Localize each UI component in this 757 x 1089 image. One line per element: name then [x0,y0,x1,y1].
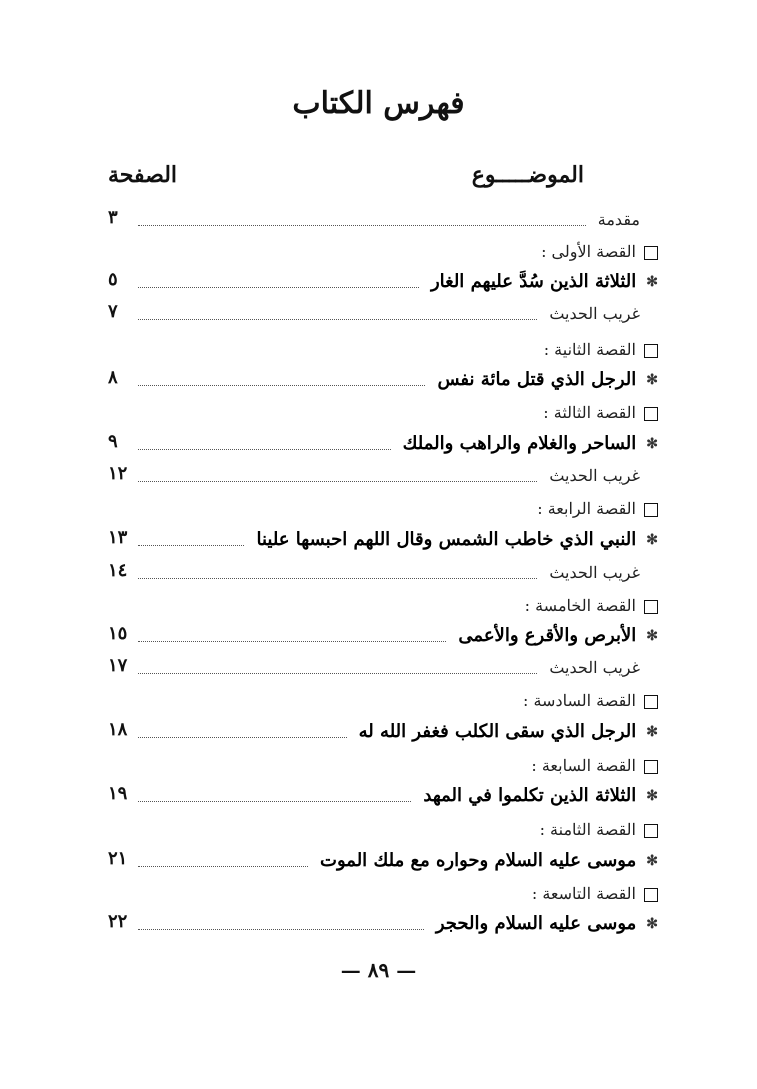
asterisk-icon: ✻ [646,372,658,388]
checkbox-square-icon [644,344,658,358]
dot-leader [138,385,425,386]
toc-entry-text: مقدمة [597,210,640,229]
toc-entry-label [320,845,658,877]
toc-entry-text: موسى عليه السلام وحواره مع ملك الموت [320,850,637,871]
toc-page-number: ١٤ [108,560,128,581]
toc-page-number: ٣ [108,207,118,228]
dot-leader [138,929,424,930]
toc-page-number: ٥ [108,269,118,290]
checkbox-square-icon [644,695,658,709]
toc-entry[interactable] [108,298,658,332]
toc-entry-label [549,652,640,684]
toc-entry-label [531,750,658,782]
toc-entry-text: القصة الثانية : [543,340,636,359]
toc-page-number: ١٩ [108,783,128,804]
toc-entry-text: القصة الخامسة : [524,596,636,615]
toc-entry-label [423,780,658,812]
dot-leader [138,319,537,320]
toc-entry-label [549,460,640,492]
checkbox-square-icon [644,600,658,614]
toc-page-number: ١٨ [108,719,128,740]
toc-entry[interactable] [108,266,658,300]
page-column-header: الصفحة [108,162,178,188]
toc-entry-label [549,298,640,330]
toc-entry[interactable] [108,845,658,879]
toc-entry-label [543,397,658,429]
toc-section-heading [108,814,658,848]
checkbox-square-icon [644,824,658,838]
toc-entry-label [540,814,658,846]
toc-entry-label [544,334,658,366]
dot-leader [138,449,391,450]
asterisk-icon: ✻ [646,436,658,452]
asterisk-icon: ✻ [646,274,658,290]
toc-page-number: ٧ [108,301,118,322]
dot-leader [138,801,411,802]
toc-entry-text: القصة السابعة : [531,756,636,775]
dot-leader [138,673,537,674]
toc-page-number: ١٢ [108,463,128,484]
toc-section-heading [108,685,658,719]
toc-entry-text: القصة الرابعة : [537,499,636,518]
toc-entry-label [256,524,658,556]
toc-entry[interactable] [108,908,658,942]
toc-entry-label [458,620,658,652]
toc-entry-label [436,908,658,940]
toc-entry[interactable] [108,428,658,462]
toc-entry-text: الساحر والغلام والراهب والملك [402,433,637,454]
toc-entry[interactable] [108,652,658,686]
toc-entry-label [431,266,658,298]
toc-entry-label [437,364,658,396]
toc-page-number: ١٧ [108,655,128,676]
toc-entry-text: القصة الثامنة : [539,820,636,839]
toc-entry-label [598,204,640,236]
toc-page-number: ٢١ [108,848,128,869]
toc-entry-text: القصة التاسعة : [531,884,636,903]
checkbox-square-icon [644,407,658,421]
checkbox-square-icon [644,760,658,774]
asterisk-icon: ✻ [646,532,658,548]
checkbox-square-icon [644,246,658,260]
toc-entry-label [541,236,658,268]
toc-page-number: ٢٢ [108,911,128,932]
toc-section-heading [108,236,658,270]
toc-entry-text: القصة السادسة : [522,691,636,710]
dot-leader [138,287,419,288]
toc-section-heading [108,750,658,784]
toc-section-heading [108,397,658,431]
toc-entry-label [403,428,658,460]
toc-entry-text: النبي الذي خاطب الشمس وقال اللهم احبسها علينا [256,529,637,550]
toc-section-heading [108,878,658,912]
dot-leader [138,737,347,738]
page-number-footer: — ٨٩ — [340,958,417,982]
asterisk-icon: ✻ [646,724,658,740]
toc-page-number: ٩ [108,431,118,452]
toc-page-number: ١٥ [108,623,128,644]
checkbox-square-icon [644,503,658,517]
toc-entry[interactable] [108,557,658,591]
toc-page-number: ٨ [108,367,118,388]
toc-entry-text: الثلاثة الذين سُدَّ عليهم الغار [430,271,637,292]
toc-entry-text: غريب الحديث [549,466,640,485]
toc-entry-label [523,685,658,717]
page-title: فهرس الكتاب [292,86,465,121]
toc-entry-text: الرجل الذي سقى الكلب فغفر الله له [358,721,637,742]
dot-leader [138,578,537,579]
toc-entry[interactable] [108,460,658,494]
toc-entry-text: القصة الأولى : [541,242,636,261]
toc-entry[interactable] [108,364,658,398]
toc-entry-label [359,716,658,748]
toc-entry[interactable] [108,716,658,750]
toc-entry-label [549,557,640,589]
toc-entry-label [532,878,658,910]
toc-section-heading [108,493,658,527]
dot-leader [138,545,244,546]
toc-page-number: ١٣ [108,527,128,548]
toc-entry[interactable] [108,780,658,814]
checkbox-square-icon [644,888,658,902]
dot-leader [138,641,446,642]
dot-leader [138,481,537,482]
toc-entry[interactable] [108,620,658,654]
asterisk-icon: ✻ [646,788,658,804]
dot-leader [138,866,308,867]
asterisk-icon: ✻ [646,853,658,869]
toc-entry-text: الثلاثة الذين تكلموا في المهد [423,785,637,806]
toc-entry-text: الرجل الذي قتل مائة نفس [437,369,637,390]
toc-entry-text: الأبرص والأقرع والأعمى [458,625,637,646]
toc-entry-label [525,590,658,622]
toc-entry-text: غريب الحديث [549,658,640,677]
toc-section-heading [108,590,658,624]
toc-entry-text: القصة الثالثة : [543,403,636,422]
toc-entry-text: غريب الحديث [549,304,640,323]
toc-entry-text: غريب الحديث [549,563,640,582]
toc-entry-text: موسى عليه السلام والحجر [435,913,637,934]
topic-column-header: الموضـــــوع [471,162,584,188]
toc-entry[interactable] [108,204,658,238]
asterisk-icon: ✻ [646,916,658,932]
toc-entry-label [537,493,658,525]
dot-leader [138,225,586,226]
asterisk-icon: ✻ [646,628,658,644]
toc-entry[interactable] [108,524,658,558]
toc-section-heading [108,334,658,368]
